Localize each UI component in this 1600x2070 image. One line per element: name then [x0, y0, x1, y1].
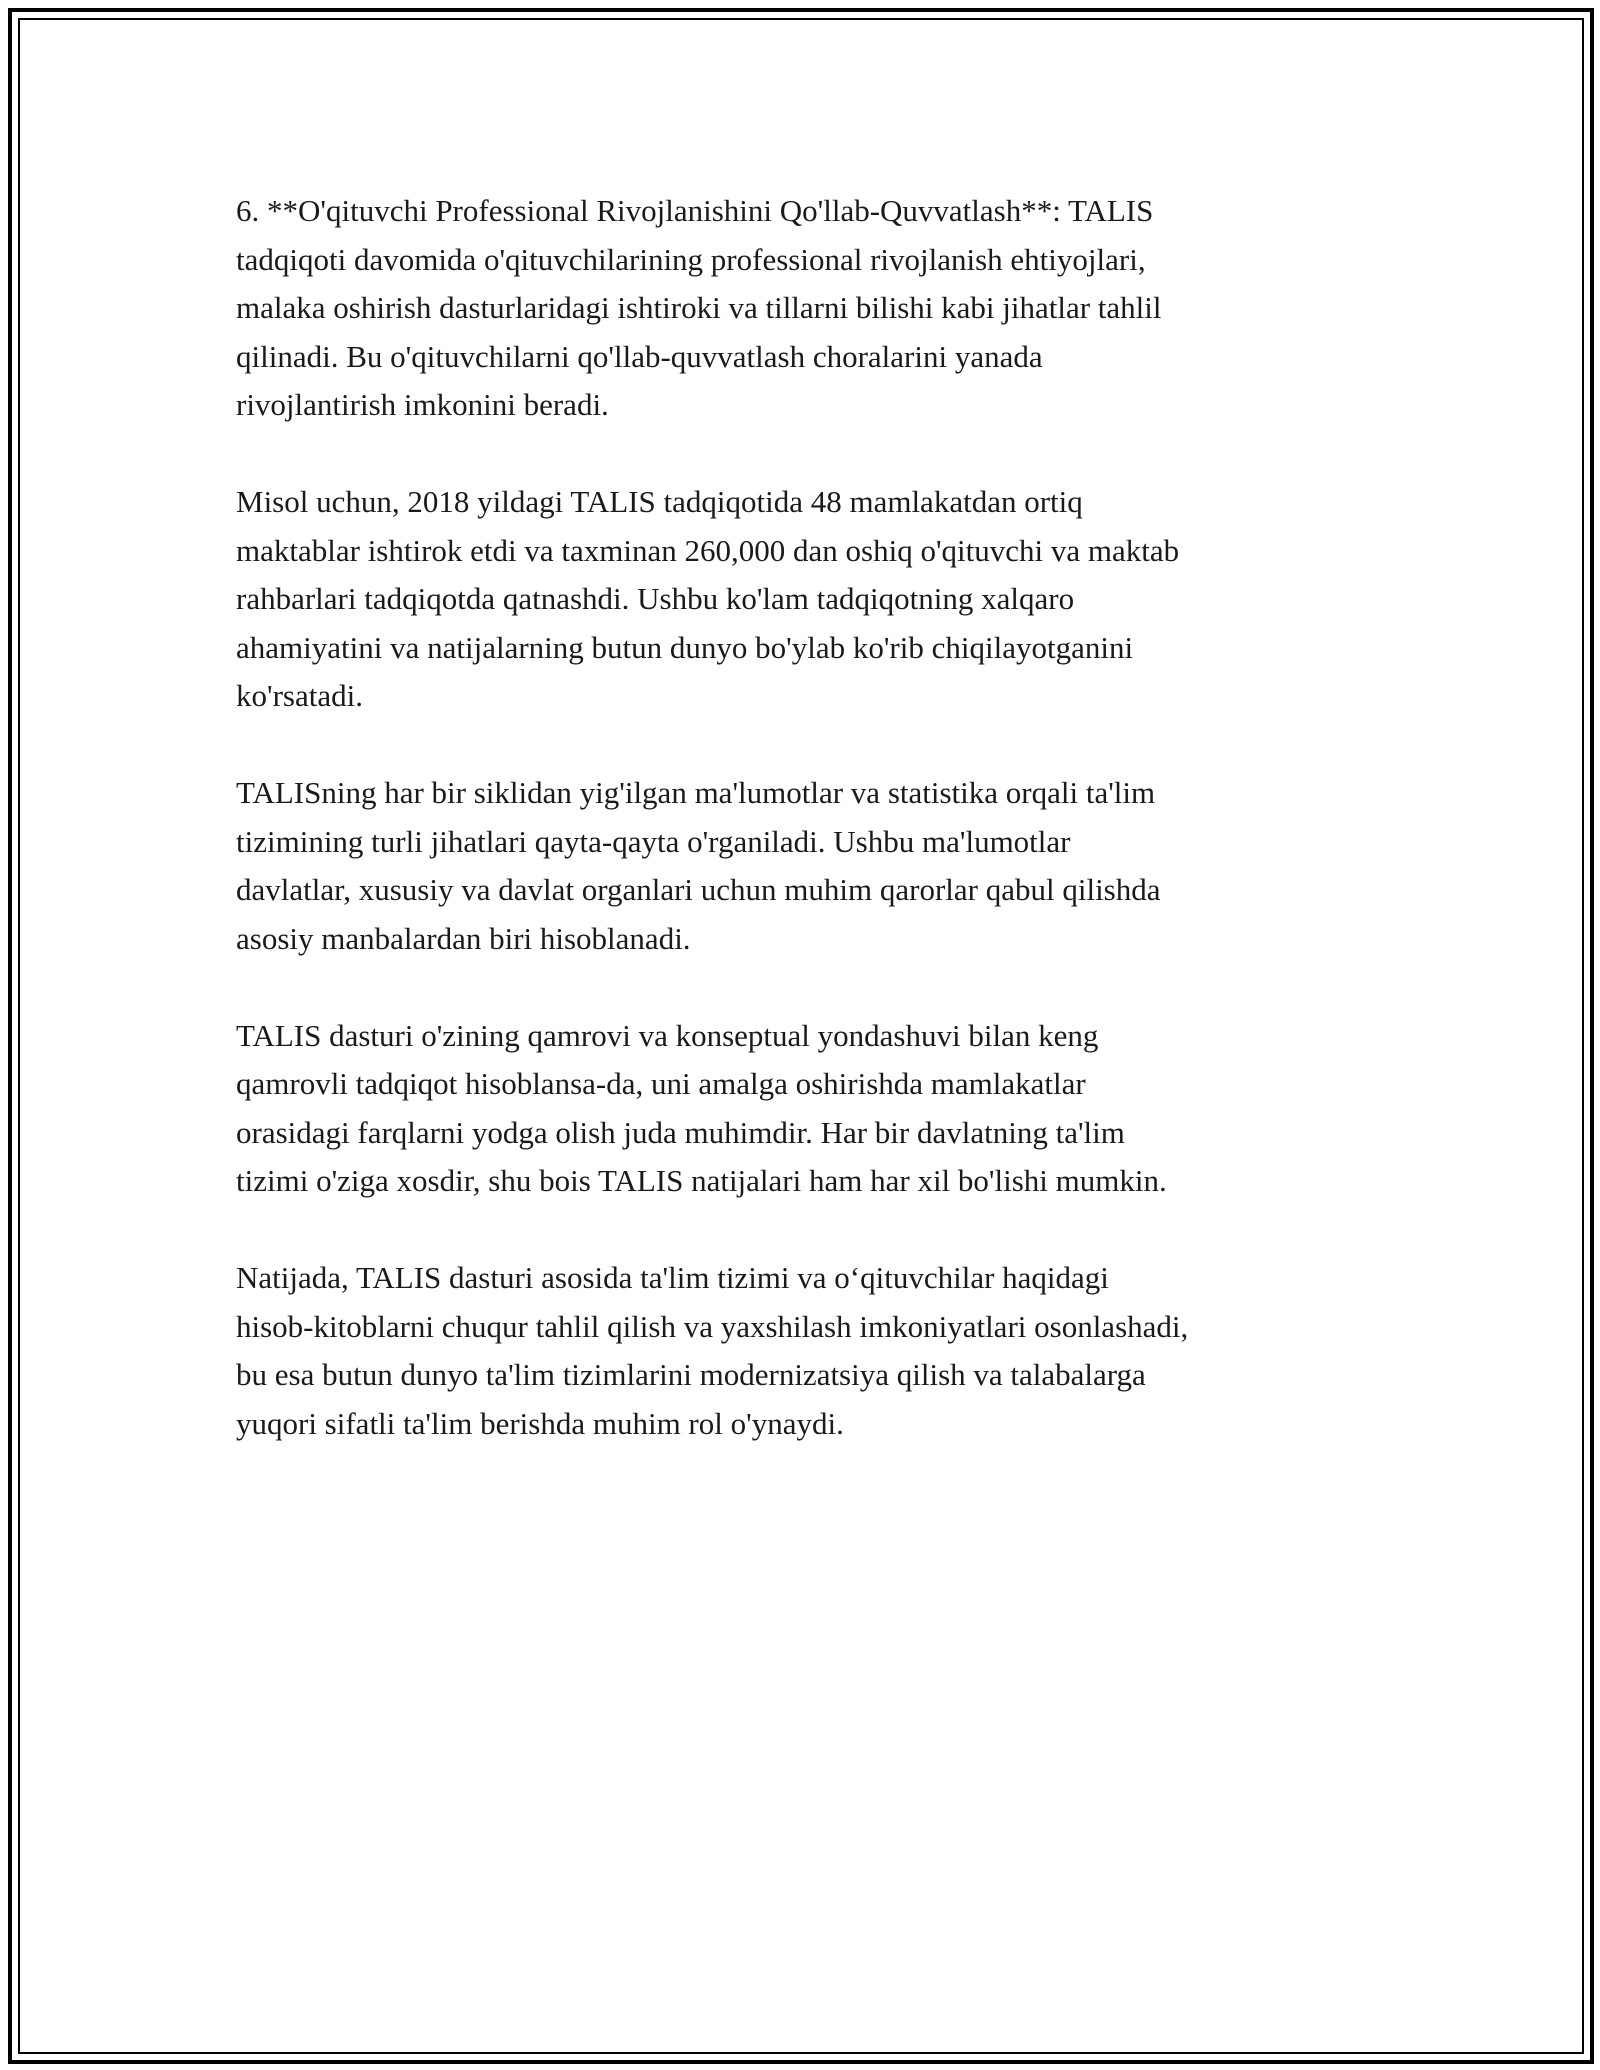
document-body [236, 187, 1376, 1497]
paragraph-country-differences: TALIS dasturi o'zining qamrovi va konseptual yondashuvi bilan keng qamrovli tadqiqot hisoblansa-da, uni amalga oshirishda mamlakatlar orasidagi farqlarni yodga olish juda muhimdir. Har bir davlatning ta'lim tizimi o'ziga xosdir, shu bois TALIS natijalari ham har xil bo'lishi mumkin. [236, 1017, 1167, 1198]
paragraph-talis-data-usage: TALISning har bir siklidan yig'ilgan ma'lumotlar va statistika orqali ta'lim tizimining turli jihatlari qayta-qayta o'rganiladi. Ushbu ma'lumotlar davlatlar, xususiy va davlat organlari uchun muhim qarorlar qabul qilishda asosiy manbalardan biri hisoblanadi. [236, 775, 1161, 956]
paragraph-talis-2018-example: Misol uchun, 2018 yildagi TALIS tadqiqotida 48 mamlakatdan ortiq maktablar ishtirok etdi va taxminan 260,000 dan oshiq o'qituvchi va maktab rahbarlari tadqiqotda qatnashdi. Ushbu ko'lam tadqiqotning xalqaro ahamiyatini va natijalarning butun dunyo bo'ylab ko'rib chiqilayotganini ko'rsatadi. [236, 484, 1180, 713]
paragraph-conclusion: Natijada, TALIS dasturi asosida ta'lim tizimi va o‘qituvchilar haqidagi hisob-kitoblarni chuqur tahlil qilish va yaxshilash imkoniyatlari osonlashadi, bu esa butun dunyo ta'lim tizimlarini modernizatsiya qilish va talabalarga yuqori sifatli ta'lim berishda muhim rol o'ynaydi. [236, 1260, 1189, 1441]
paragraph-teacher-development: 6. **O'qituvchi Professional Rivojlanishini Qo'llab-Quvvatlash**: TALIS tadqiqoti davomida o'qituvchilarining professional rivojlanish ehtiyojlari, malaka oshirish dasturlaridagi ishtiroki va tillarni bilishi kabi jihatlar tahlil qilinadi. Bu o'qituvchilarni qo'llab-quvvatlash choralarini yanada rivojlantirish imkonini beradi. [236, 193, 1162, 422]
